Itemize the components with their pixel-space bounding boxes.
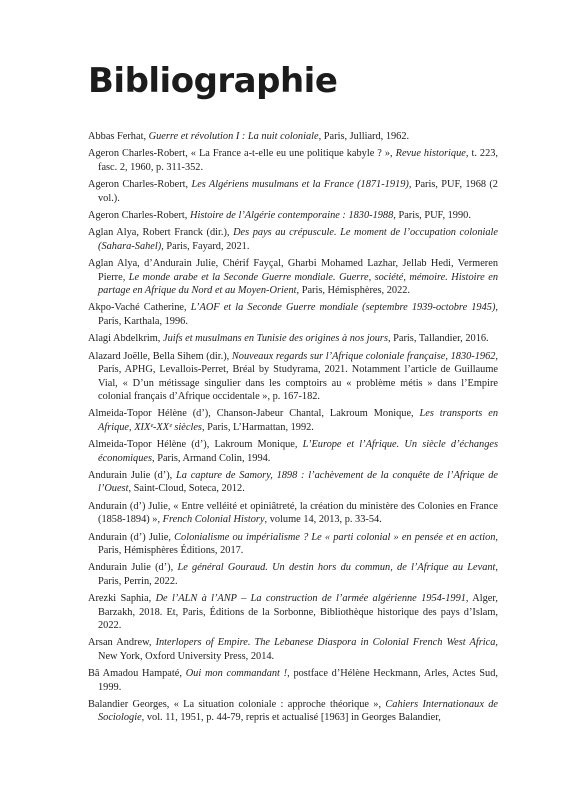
entry-work-title: Nouveaux regards sur l’Afrique coloniale française, 1830-1962 <box>231 350 496 362</box>
entry-author-text: Abbas Ferhat, <box>88 131 149 142</box>
entry-author-text: Aglan Alya, Robert Franck (dir.), <box>88 227 234 239</box>
entry-publication-details: , Paris, Armand Colin, 1994. <box>152 452 271 464</box>
entry-work-title: L’AOF et la Seconde Guerre mondiale (septembre 1939-octobre 1945) <box>190 302 496 314</box>
entry-author-text: Andurain (d’) Julie, « Entre velléité et opiniâtreté, la création du ministère des Colonies en France (1858-1894) », <box>88 500 498 526</box>
entry-publication-details: , Paris, APHG, Levallois-Perret, Bréal by Studyrama, 2021. Notamment l’article de Guillaume Vial, « D’un métissage singulier dans les comptoirs au « problème métis » dans l’Empire colonial français d’Afrique occidentale », p. 167-182. <box>98 350 499 402</box>
bibliography-entry <box>88 500 498 527</box>
entry-publication-details: , Paris, Karthala, 1996. <box>98 302 498 327</box>
entry-publication-details: , Paris, L’Harmattan, 1992. <box>201 421 314 433</box>
entry-work-title: Le général Gouraud. Un destin hors du commun, de l’Afrique au Levant <box>177 562 496 574</box>
entry-work-title: Colonialisme ou impérialisme ? Le « parti colonial » en pensée et en action <box>174 531 496 543</box>
entry-work-title: French Colonial History <box>162 514 265 526</box>
entry-publication-details: , Paris, Perrin, 2022. <box>98 562 499 587</box>
bibliography-entry <box>88 226 498 253</box>
bibliography-entry <box>88 667 498 694</box>
entry-author-text: Arsan Andrew, <box>88 637 156 649</box>
entry-author-text: Alagi Abdelkrim, <box>88 333 163 345</box>
bibliography-entry <box>88 698 498 725</box>
entry-work-title: Juifs et musulmans en Tunisie des origines à nos jours <box>162 333 388 345</box>
entry-author-text: Andurain (d’) Julie, <box>88 531 175 543</box>
entry-author-text: Ageron Charles-Robert, <box>88 179 192 191</box>
entry-publication-details: , Paris, Julliard, 1962. <box>318 131 410 142</box>
entry-author-text: Balandier Georges, « La situation coloniale : approche théorique », <box>88 699 386 711</box>
entry-work-title: Des pays au crépuscule. Le moment de l’occupation coloniale (Sahara-Sahel) <box>98 227 498 252</box>
entry-author-text: Alazard Joëlle, Bella Sihem (dir.), <box>88 350 232 362</box>
bibliography-entry <box>88 438 498 465</box>
entry-publication-details: , Alger, Barzakh, 2018. Et, Paris, Éditions de la Sorbonne, Bibliothèque historique des pays d’Islam, 2022. <box>98 593 498 631</box>
entry-author-text: Andurain Julie (d’), <box>88 469 176 481</box>
entry-work-title: Les Algériens musulmans et la France (1871-1919) <box>191 179 409 191</box>
entry-author-text: Almeida-Topor Hélène (d’), Lakroum Monique, <box>88 439 303 451</box>
bibliography-entry <box>88 592 498 632</box>
entry-author-text: Akpo-Vaché Catherine, <box>88 302 191 314</box>
entry-publication-details: , Paris, Fayard, 2021. <box>161 240 250 252</box>
entry-work-title: Histoire de l’Algérie contemporaine : 1830-1988 <box>189 210 394 222</box>
entry-author-text: Ageron Charles-Robert, « La France a-t-elle eu une politique kabyle ? », <box>88 148 396 160</box>
entry-work-title: L’Europe et l’Afrique. Un siècle d’échanges économiques <box>98 439 498 464</box>
entry-publication-details: , vol. 11, 1951, p. 44-79, repris et actualisé [1963] in Georges Balandier, <box>141 712 441 724</box>
page-title: Bibliographie <box>88 61 338 101</box>
bibliography-entry <box>88 147 498 174</box>
entry-work-title: La capture de Samory, 1898 : l’achèvement de la conquête de l’Afrique de l’Ouest <box>98 469 499 495</box>
bibliography-entry <box>88 350 498 404</box>
entry-publication-details: , postface d’Hélène Heckmann, Arles, Actes Sud, 1999. <box>98 668 498 693</box>
bibliography-entry <box>88 178 498 205</box>
bibliography-entry <box>88 531 498 558</box>
entry-publication-details: , New York, Oxford University Press, 2014. <box>98 637 498 662</box>
entry-work-title: Oui mon commandant ! <box>185 668 288 680</box>
entry-publication-details: , t. 223, fasc. 2, 1960, p. 311-352. <box>98 148 498 173</box>
bibliography-entry <box>88 301 498 328</box>
entry-author-text: Aglan Alya, d’Andurain Julie, Chérif Fayçal, Gharbi Mohamed Lazhar, Jellab Hedi, Vermeren Pierre, <box>88 258 498 283</box>
bibliography-entry <box>88 130 498 143</box>
entry-work-title: Guerre et révolution I : La nuit coloniale <box>148 131 319 142</box>
entry-publication-details: , Paris, PUF, 1990. <box>393 210 471 222</box>
bibliography-entry <box>88 257 498 297</box>
bibliography-entry <box>88 469 498 496</box>
entry-work-title: De l’ALN à l’ANP – La construction de l’armée algérienne 1954-1991 <box>155 593 466 605</box>
entry-work-title: Le monde arabe et la Seconde Guerre mondiale. Guerre, société, mémoire. Histoire en partage en Afrique du Nord et au Moyen-Orient <box>98 271 498 297</box>
entry-publication-details: , volume 14, 2013, p. 33-54. <box>264 514 382 526</box>
bibliography-entry <box>88 407 498 434</box>
bibliography-entry <box>88 332 498 345</box>
entry-work-title: Cahiers Internationaux de Sociologie <box>98 699 499 724</box>
entry-publication-details: , Paris, Hémisphères, 2022. <box>296 285 410 297</box>
entry-publication-details: , Paris, PUF, 1968 (2 vol.). <box>98 179 498 204</box>
bibliography-entry <box>88 561 498 588</box>
bibliography-entry <box>88 209 498 222</box>
entry-work-title: Revue historique <box>395 148 466 160</box>
entry-publication-details: , Saint-Cloud, Soteca, 2012. <box>128 483 245 495</box>
entry-author-text: Andurain Julie (d’), <box>88 562 178 574</box>
entry-author-text: Almeida-Topor Hélène (d’), Chanson-Jabeur Chantal, Lakroum Monique, <box>88 408 420 420</box>
bibliography-entry <box>88 636 498 663</box>
entry-work-title: Les transports en Afrique, XIXᵉ-XXᵉ siècles <box>98 408 498 433</box>
entry-publication-details: , Paris, Tallandier, 2016. <box>387 333 489 345</box>
entry-work-title: Interlopers of Empire. The Lebanese Diaspora in Colonial French West Africa <box>155 637 496 649</box>
entry-author-text: Ageron Charles-Robert, <box>88 210 190 222</box>
entry-author-text: Bâ Amadou Hampaté, <box>88 668 186 680</box>
entry-publication-details: , Paris, Hémisphères Éditions, 2017. <box>98 531 499 556</box>
entry-author-text: Arezki Saphia, <box>88 593 156 605</box>
bibliography-list <box>88 130 498 729</box>
